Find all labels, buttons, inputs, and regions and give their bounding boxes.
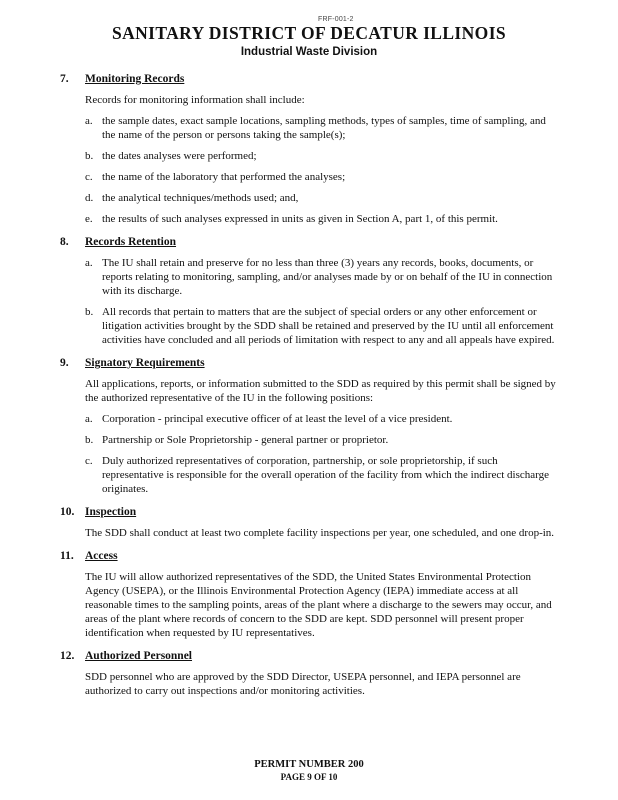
list-item — [85, 212, 560, 226]
item-letter: a. — [85, 413, 93, 425]
section-title: Authorized Personnel — [85, 650, 193, 662]
permit-number: PERMIT NUMBER 200 — [254, 759, 364, 770]
item-letter: b. — [85, 306, 94, 318]
section-heading — [60, 505, 560, 519]
item-text: Corporation - principal executive officer of at least the level of a vice president. — [102, 413, 453, 425]
section-title: Access — [85, 550, 118, 562]
item-text: the results of such analyses expressed in units as given in Section A, part 1, of this permit. — [102, 213, 498, 225]
list-item — [85, 256, 560, 298]
list-item — [85, 412, 560, 426]
section-access — [60, 549, 560, 640]
section-intro: The SDD shall conduct at least two complete facility inspections per year, one scheduled, and one drop-in. — [85, 527, 555, 539]
section-number: 12. — [60, 650, 75, 662]
item-text: Duly authorized representatives of corporation, partnership, or sole proprietorship, if such representative is responsible for the overall operation of the facility from which the indirect discharge originates. — [102, 455, 549, 495]
section-number: 10. — [60, 506, 75, 518]
list-item — [85, 454, 560, 496]
section-number: 11. — [60, 550, 74, 562]
item-text: The IU shall retain and preserve for no less than three (3) years any records, books, documents, or reports relating to monitoring, sampling, and/or analyses made by or on behalf of the IU in connection with its discharge. — [102, 257, 553, 297]
section-title: Records Retention — [85, 236, 177, 248]
item-text: the name of the laboratory that performed the analyses; — [102, 171, 346, 183]
section-title: Monitoring Records — [85, 73, 185, 85]
list-item — [85, 305, 560, 347]
page-subtitle: Industrial Waste Division — [240, 46, 378, 58]
section-intro: The IU will allow authorized representatives of the SDD, the United States Environmental Protection Agency (USEPA), or the Illinois Environmental Protection Agency (IEPA) immediate access at all reasonable times to the sampling points, areas of the plant where a discharge to the sewers may occur, and areas of the plant where records of concern to the SDD are kept. SDD personnel will present proper identification when requested by IU representatives. — [85, 571, 552, 639]
item-text: the dates analyses were performed; — [102, 150, 257, 162]
section-title: Inspection — [85, 506, 137, 518]
section-number: 8. — [60, 236, 69, 248]
section-intro: All applications, reports, or information submitted to the SDD as required by this permit shall be signed by the authorized representative of the IU in the following positions: — [85, 378, 556, 404]
section-intro: Records for monitoring information shall include: — [85, 94, 305, 106]
document-body — [60, 72, 560, 707]
section-heading — [60, 649, 560, 663]
item-letter: c. — [85, 455, 93, 467]
section-authorized-personnel — [60, 649, 560, 698]
section-signatory-requirements — [60, 356, 560, 496]
section-heading — [60, 549, 560, 563]
page-header — [0, 23, 618, 59]
item-letter: e. — [85, 213, 93, 225]
item-letter: c. — [85, 171, 93, 183]
section-monitoring-records — [60, 72, 560, 226]
section-number: 7. — [60, 73, 69, 85]
section-heading — [60, 72, 560, 86]
list-item — [85, 149, 560, 163]
item-letter: b. — [85, 434, 94, 446]
list-item — [85, 114, 560, 142]
list-item — [85, 191, 560, 205]
list-item — [85, 433, 560, 447]
section-records-retention — [60, 235, 560, 347]
section-inspection — [60, 505, 560, 540]
item-text: Partnership or Sole Proprietorship - general partner or proprietor. — [102, 434, 389, 446]
item-letter: b. — [85, 150, 94, 162]
item-text: the analytical techniques/methods used; and, — [102, 192, 299, 204]
section-title: Signatory Requirements — [85, 357, 205, 369]
page-number: PAGE 9 OF 10 — [280, 772, 338, 782]
item-letter: a. — [85, 115, 93, 127]
item-text: All records that pertain to matters that are the subject of special orders or any other enforcement or litigation activities brought by the SDD shall be retained and preserved by the IU until all enforcement activities have concluded and all periods of limitation with respect to any and all appeals have expired. — [102, 306, 555, 346]
section-heading — [60, 235, 560, 249]
page-title: SANITARY DISTRICT OF DECATUR ILLINOIS — [111, 23, 507, 43]
item-letter: d. — [85, 192, 94, 204]
item-text: the sample dates, exact sample locations, sampling methods, types of samples, time of sampling, and the name of the person or persons taking the sample(s); — [102, 115, 546, 141]
item-letter: a. — [85, 257, 93, 269]
list-item — [85, 170, 560, 184]
page-footer — [0, 759, 618, 783]
document-stamp: FRF-001-2 — [318, 16, 354, 23]
section-intro: SDD personnel who are approved by the SDD Director, USEPA personnel, and IEPA personnel are authorized to carry out inspections and/or monitoring activities. — [85, 671, 521, 697]
section-heading — [60, 356, 560, 370]
section-number: 9. — [60, 357, 69, 369]
